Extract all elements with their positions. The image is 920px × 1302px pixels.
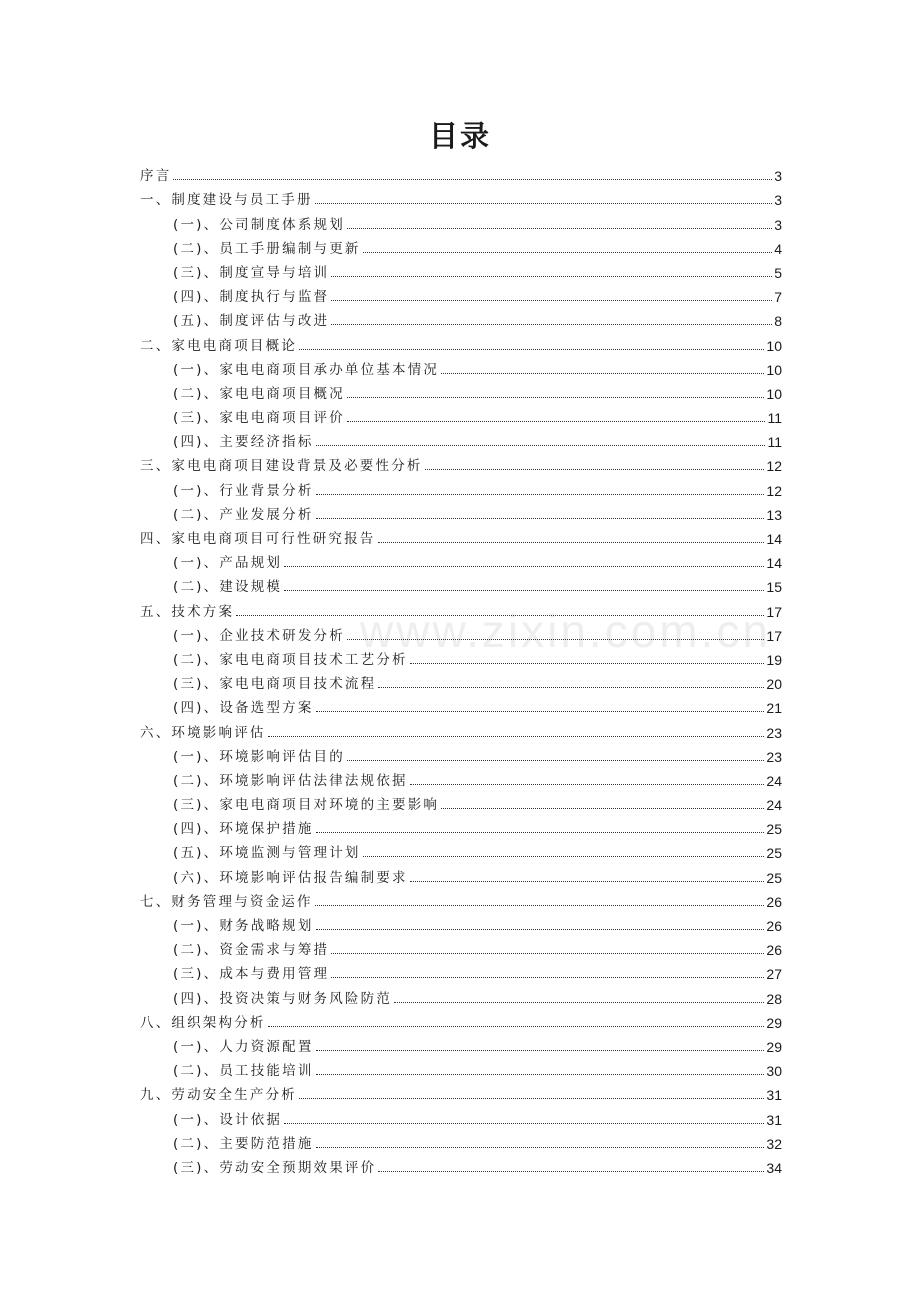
toc-subentry[interactable]: [140, 499, 782, 523]
toc-entry[interactable]: [140, 184, 782, 208]
dot-leader: [425, 468, 765, 470]
toc-entry-page-number: 31: [766, 1087, 782, 1104]
toc-subentry[interactable]: [140, 958, 782, 982]
toc-subentry[interactable]: [140, 620, 782, 644]
toc-entry-page-number: 17: [766, 627, 782, 644]
toc-entry-page-number: 20: [766, 676, 782, 693]
toc-entry-label: (一)、行业背景分析: [173, 482, 314, 499]
toc-entry-page-number: 25: [766, 845, 782, 862]
toc-entry-page-number: 4: [774, 240, 782, 257]
toc-entry-label: (四)、环境保护措施: [173, 821, 314, 838]
dot-leader: [315, 202, 773, 204]
toc-subentry[interactable]: [140, 813, 782, 837]
toc-entry-page-number: 3: [774, 216, 782, 233]
toc-entry-label: (三)、制度宣导与培训: [173, 264, 330, 281]
toc-entry-page-number: 14: [766, 555, 782, 572]
dot-leader: [347, 227, 772, 229]
dot-leader: [316, 1146, 765, 1148]
table-of-contents: [140, 160, 782, 1176]
toc-entry-page-number: 26: [766, 918, 782, 934]
toc-entry[interactable]: [140, 1007, 782, 1031]
toc-entry-label: 一、制度建设与员工手册: [140, 192, 313, 209]
toc-entry-page-number: 11: [767, 410, 782, 427]
toc-entry-page-number: 17: [766, 603, 782, 620]
toc-subentry[interactable]: [140, 910, 782, 934]
toc-entry-label: (四)、投资决策与财务风险防范: [173, 990, 393, 1007]
toc-entry-page-number: 26: [766, 942, 782, 959]
dot-leader: [378, 541, 765, 543]
dot-leader: [441, 372, 764, 374]
dot-leader: [347, 420, 766, 422]
toc-entry-label: (一)、环境影响评估目的: [173, 748, 345, 765]
toc-entry-label: (二)、建设规模: [173, 579, 283, 596]
toc-entry-page-number: 10: [766, 361, 782, 378]
toc-entry-label: (六)、环境影响评估报告编制要求: [173, 869, 408, 886]
dot-leader: [299, 348, 764, 350]
toc-entry[interactable]: [140, 523, 782, 547]
toc-entry[interactable]: [140, 160, 782, 184]
toc-entry-label: (一)、企业技术研发分析: [173, 627, 345, 644]
dot-leader: [331, 976, 764, 978]
toc-entry-page-number: 23: [766, 748, 782, 765]
toc-subentry[interactable]: [140, 765, 782, 789]
toc-subentry[interactable]: [140, 1128, 782, 1152]
toc-entry-page-number: 12: [766, 458, 782, 475]
toc-entry-label: 七、财务管理与资金运作: [140, 893, 313, 910]
toc-subentry[interactable]: [140, 426, 782, 450]
toc-entry-label: 二、家电电商项目概论: [140, 337, 297, 354]
toc-entry-page-number: 13: [766, 506, 782, 523]
toc-entry-page-number: 23: [766, 724, 782, 741]
dot-leader: [410, 662, 765, 664]
toc-subentry[interactable]: [140, 257, 782, 281]
toc-subentry[interactable]: [140, 1055, 782, 1079]
toc-entry-page-number: 31: [766, 1111, 782, 1128]
watermark: www.zixin.com.cn: [360, 605, 771, 657]
toc-entry-label: (二)、员工技能培训: [173, 1063, 314, 1080]
toc-entry-page-number: 15: [766, 579, 782, 596]
dot-leader: [173, 178, 772, 180]
toc-entry-label: (一)、产品规划: [173, 555, 283, 572]
toc-entry-page-number: 30: [766, 1063, 782, 1080]
toc-entry-label: (三)、劳动安全预期效果评价: [173, 1159, 377, 1176]
toc-subentry[interactable]: [140, 571, 782, 595]
toc-entry-page-number: 21: [766, 700, 782, 717]
toc-subentry[interactable]: [140, 982, 782, 1006]
dot-leader: [378, 1170, 764, 1172]
toc-entry-page-number: 29: [766, 1038, 782, 1055]
toc-entry-page-number: 27: [766, 966, 782, 983]
toc-entry-label: (五)、环境监测与管理计划: [173, 845, 361, 862]
toc-entry-page-number: 24: [766, 772, 782, 789]
toc-entry-label: (四)、制度执行与监督: [173, 289, 330, 306]
dot-leader: [315, 904, 765, 906]
toc-subentry[interactable]: [140, 378, 782, 402]
dot-leader: [410, 783, 765, 785]
toc-entry-label: (二)、资金需求与筹措: [173, 942, 330, 959]
dot-leader: [410, 880, 765, 882]
dot-leader: [363, 855, 765, 857]
toc-entry-label: (二)、环境影响评估法律法规依据: [173, 772, 408, 789]
toc-entry-label: 序言: [140, 168, 172, 185]
toc-entry-page-number: 11: [767, 434, 782, 451]
toc-entry-label: 六、环境影响评估: [140, 724, 266, 741]
toc-entry-label: (一)、公司制度体系规划: [173, 216, 345, 233]
toc-entry-page-number: 19: [766, 651, 782, 668]
dot-leader: [316, 831, 765, 833]
toc-entry-page-number: 5: [774, 264, 782, 281]
toc-entry-page-number: 34: [766, 1159, 782, 1176]
toc-entry-page-number: 26: [766, 893, 782, 910]
dot-leader: [331, 323, 772, 325]
toc-subentry[interactable]: [140, 208, 782, 232]
toc-entry[interactable]: [140, 450, 782, 474]
toc-subentry[interactable]: [140, 1152, 782, 1176]
toc-subentry[interactable]: [140, 305, 782, 329]
toc-entry[interactable]: [140, 329, 782, 353]
toc-subentry[interactable]: [140, 861, 782, 885]
toc-entry-page-number: 10: [766, 337, 782, 354]
toc-subentry[interactable]: [140, 547, 782, 571]
dot-leader: [331, 952, 764, 954]
toc-entry-label: 九、劳动安全生产分析: [140, 1087, 297, 1104]
toc-entry-page-number: 7: [774, 289, 782, 306]
toc-entry-label: 四、家电电商项目可行性研究报告: [140, 531, 376, 547]
toc-entry-label: (三)、家电电商项目评价: [173, 410, 345, 427]
dot-leader: [347, 638, 764, 640]
toc-subentry[interactable]: [140, 1031, 782, 1055]
toc-entry-page-number: 8: [774, 313, 782, 330]
toc-entry-label: (二)、家电电商项目技术工艺分析: [173, 651, 408, 668]
toc-entry-label: (一)、家电电商项目承办单位基本情况: [173, 361, 440, 378]
dot-leader: [441, 807, 764, 809]
toc-subentry[interactable]: [140, 281, 782, 305]
toc-entry[interactable]: [140, 1079, 782, 1103]
dot-leader: [316, 710, 765, 712]
toc-entry-label: (三)、成本与费用管理: [173, 966, 330, 983]
toc-subentry[interactable]: [140, 789, 782, 813]
dot-leader: [316, 444, 766, 446]
dot-leader: [299, 1097, 764, 1099]
dot-leader: [284, 1122, 764, 1124]
toc-entry-label: (二)、家电电商项目概况: [173, 385, 345, 402]
dot-leader: [331, 299, 772, 301]
toc-entry-page-number: 12: [766, 482, 782, 499]
toc-entry-label: (三)、家电电商项目对环境的主要影响: [173, 797, 440, 814]
dot-leader: [331, 275, 772, 277]
toc-entry-label: (一)、财务战略规划: [173, 918, 314, 934]
toc-subentry[interactable]: [140, 474, 782, 498]
toc-entry-page-number: 10: [766, 385, 782, 402]
toc-entry-label: (一)、人力资源配置: [173, 1038, 314, 1055]
toc-entry[interactable]: [140, 716, 782, 740]
toc-entry-page-number: 3: [774, 192, 782, 209]
toc-entry-label: 八、组织架构分析: [140, 1014, 266, 1031]
dot-leader: [284, 589, 764, 591]
toc-entry-page-number: 29: [766, 1014, 782, 1031]
toc-entry-label: (三)、家电电商项目技术流程: [173, 676, 377, 693]
toc-subentry[interactable]: [140, 1103, 782, 1127]
toc-subentry[interactable]: [140, 741, 782, 765]
toc-entry-label: 五、技术方案: [140, 603, 235, 620]
toc-subentry[interactable]: [140, 644, 782, 668]
toc-entry-label: (二)、员工手册编制与更新: [173, 240, 361, 257]
toc-entry-page-number: 3: [774, 168, 782, 185]
dot-leader: [394, 1001, 764, 1003]
toc-entry-label: (二)、主要防范措施: [173, 1135, 314, 1152]
dot-leader: [316, 517, 765, 519]
toc-entry[interactable]: [140, 886, 782, 910]
toc-entry-label: (四)、设备选型方案: [173, 700, 314, 717]
toc-entry-page-number: 32: [766, 1135, 782, 1152]
toc-entry-label: (一)、设计依据: [173, 1111, 283, 1128]
toc-subentry[interactable]: [140, 354, 782, 378]
toc-subentry[interactable]: [140, 233, 782, 257]
toc-subentry[interactable]: [140, 668, 782, 692]
toc-entry-label: (四)、主要经济指标: [173, 434, 314, 451]
toc-entry-label: (二)、产业发展分析: [173, 506, 314, 523]
dot-leader: [378, 686, 764, 688]
toc-entry-page-number: 24: [766, 797, 782, 814]
toc-entry-page-number: 14: [766, 531, 782, 547]
dot-leader: [316, 1073, 765, 1075]
toc-entry[interactable]: [140, 595, 782, 619]
dot-leader: [363, 251, 773, 253]
toc-subentry[interactable]: [140, 837, 782, 861]
dot-leader: [268, 735, 765, 737]
toc-subentry[interactable]: [140, 402, 782, 426]
toc-subentry[interactable]: [140, 934, 782, 958]
page-title: 目录: [428, 119, 491, 153]
dot-leader: [316, 1049, 765, 1051]
dot-leader: [284, 565, 764, 567]
toc-entry-label: 三、家电电商项目建设背景及必要性分析: [140, 458, 423, 475]
dot-leader: [347, 759, 764, 761]
toc-entry-page-number: 25: [766, 869, 782, 886]
dot-leader: [236, 614, 764, 616]
toc-entry-label: (五)、制度评估与改进: [173, 313, 330, 330]
toc-subentry[interactable]: [140, 692, 782, 716]
dot-leader: [347, 396, 764, 398]
dot-leader: [316, 928, 765, 930]
dot-leader: [316, 493, 765, 495]
toc-entry-page-number: 25: [766, 821, 782, 838]
dot-leader: [268, 1025, 765, 1027]
toc-entry-page-number: 28: [766, 990, 782, 1007]
